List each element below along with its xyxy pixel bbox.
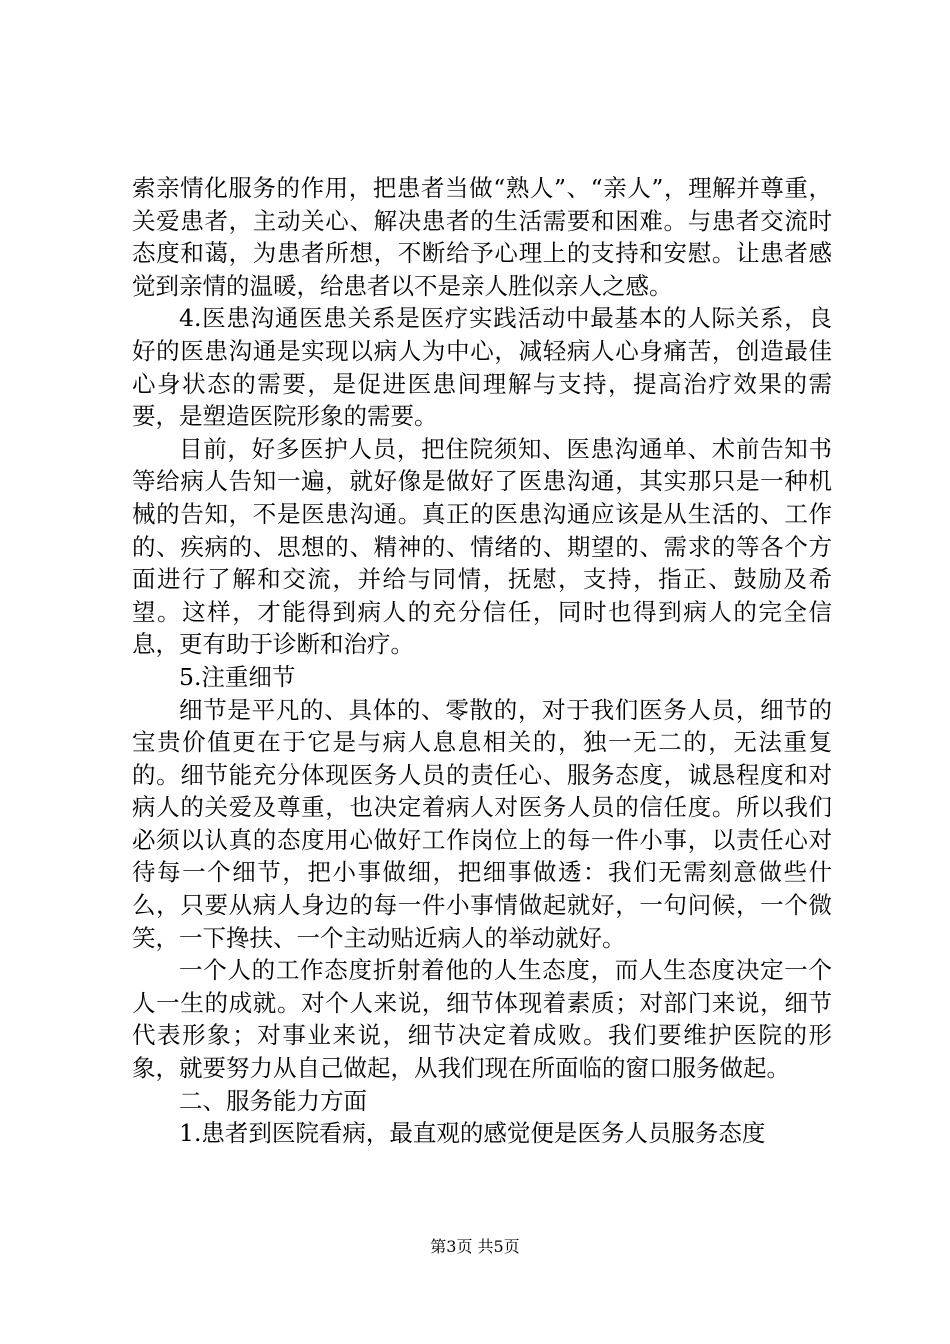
document-body bbox=[132, 172, 832, 1150]
heading-service-ability: 二、服务能力方面 bbox=[179, 1086, 367, 1115]
paragraph-work-attitude: 一个人的工作态度折射着他的人生态度，而人生态度决定一个人一生的成就。对个人来说，细节体现着素质；对部门来说，细节代表形象；对事业来说，细节决定着成败。我们要维护医院的形象，就要努力从自己做起，从我们现在所面临的窗口服务做起。 bbox=[132, 956, 832, 1083]
page-number-footer: 第3页 共5页 bbox=[430, 1237, 520, 1256]
paragraph-details: 细节是平凡的、具体的、零散的，对于我们医务人员，细节的宝贵价值更在于它是与病人息息相关的，独一无二的，无法重复的。细节能充分体现医务人员的责任心、服务态度，诚恳程度和对病人的关爱及尊重，也决定着病人对医务人员的信任度。所以我们必须以认真的态度用心做好工作岗位上的每一件小事，以责任心对待每一个细节，把小事做细，把细事做透：我们无需刻意做些什么，只要从病人身边的每一件小事情做起就好，一句问候，一个微笑，一下搀扶、一个主动贴近病人的举动就好。 bbox=[132, 695, 832, 952]
heading-attention-to-detail: 5.注重细节 bbox=[179, 662, 296, 691]
paragraph-service-ability-1: 1.患者到医院看病，最直观的感觉便是医务人员服务态度 bbox=[179, 1119, 766, 1148]
paragraph-doctor-patient-communication: 4.医患沟通医患关系是医疗实践活动中最基本的人际关系，良好的医患沟通是实现以病人为中心，减轻病人心身痛苦，创造最佳心身状态的需要，是促进医患间理解与支持，提高治疗效果的需要，是塑造医院形象的需要。 bbox=[132, 304, 832, 431]
paragraph-continuation: 索亲情化服务的作用，把患者当做“熟人”、“亲人”，理解并尊重，关爱患者，主动关心、解决患者的生活需要和困难。与患者交流时态度和蔼，为患者所想，不断给予心理上的支持和安慰。让患者感觉到亲情的温暖，给患者以不是亲人胜似亲人之感。 bbox=[132, 174, 832, 300]
paragraph-current-situation: 目前，好多医护人员，把住院须知、医患沟通单、术前告知书等给病人告知一遍，就好像是做好了医患沟通，其实那只是一种机械的告知，不是医患沟通。真正的医患沟通应该是从生活的、工作的、疾病的、思想的、精神的、情绪的、期望的、需求的等各个方面进行了解和交流，并给与同情，抚慰，支持，指正、鼓励及希望。这样，才能得到病人的充分信任，同时也得到病人的完全信息，更有助于诊断和治疗。 bbox=[132, 434, 832, 659]
